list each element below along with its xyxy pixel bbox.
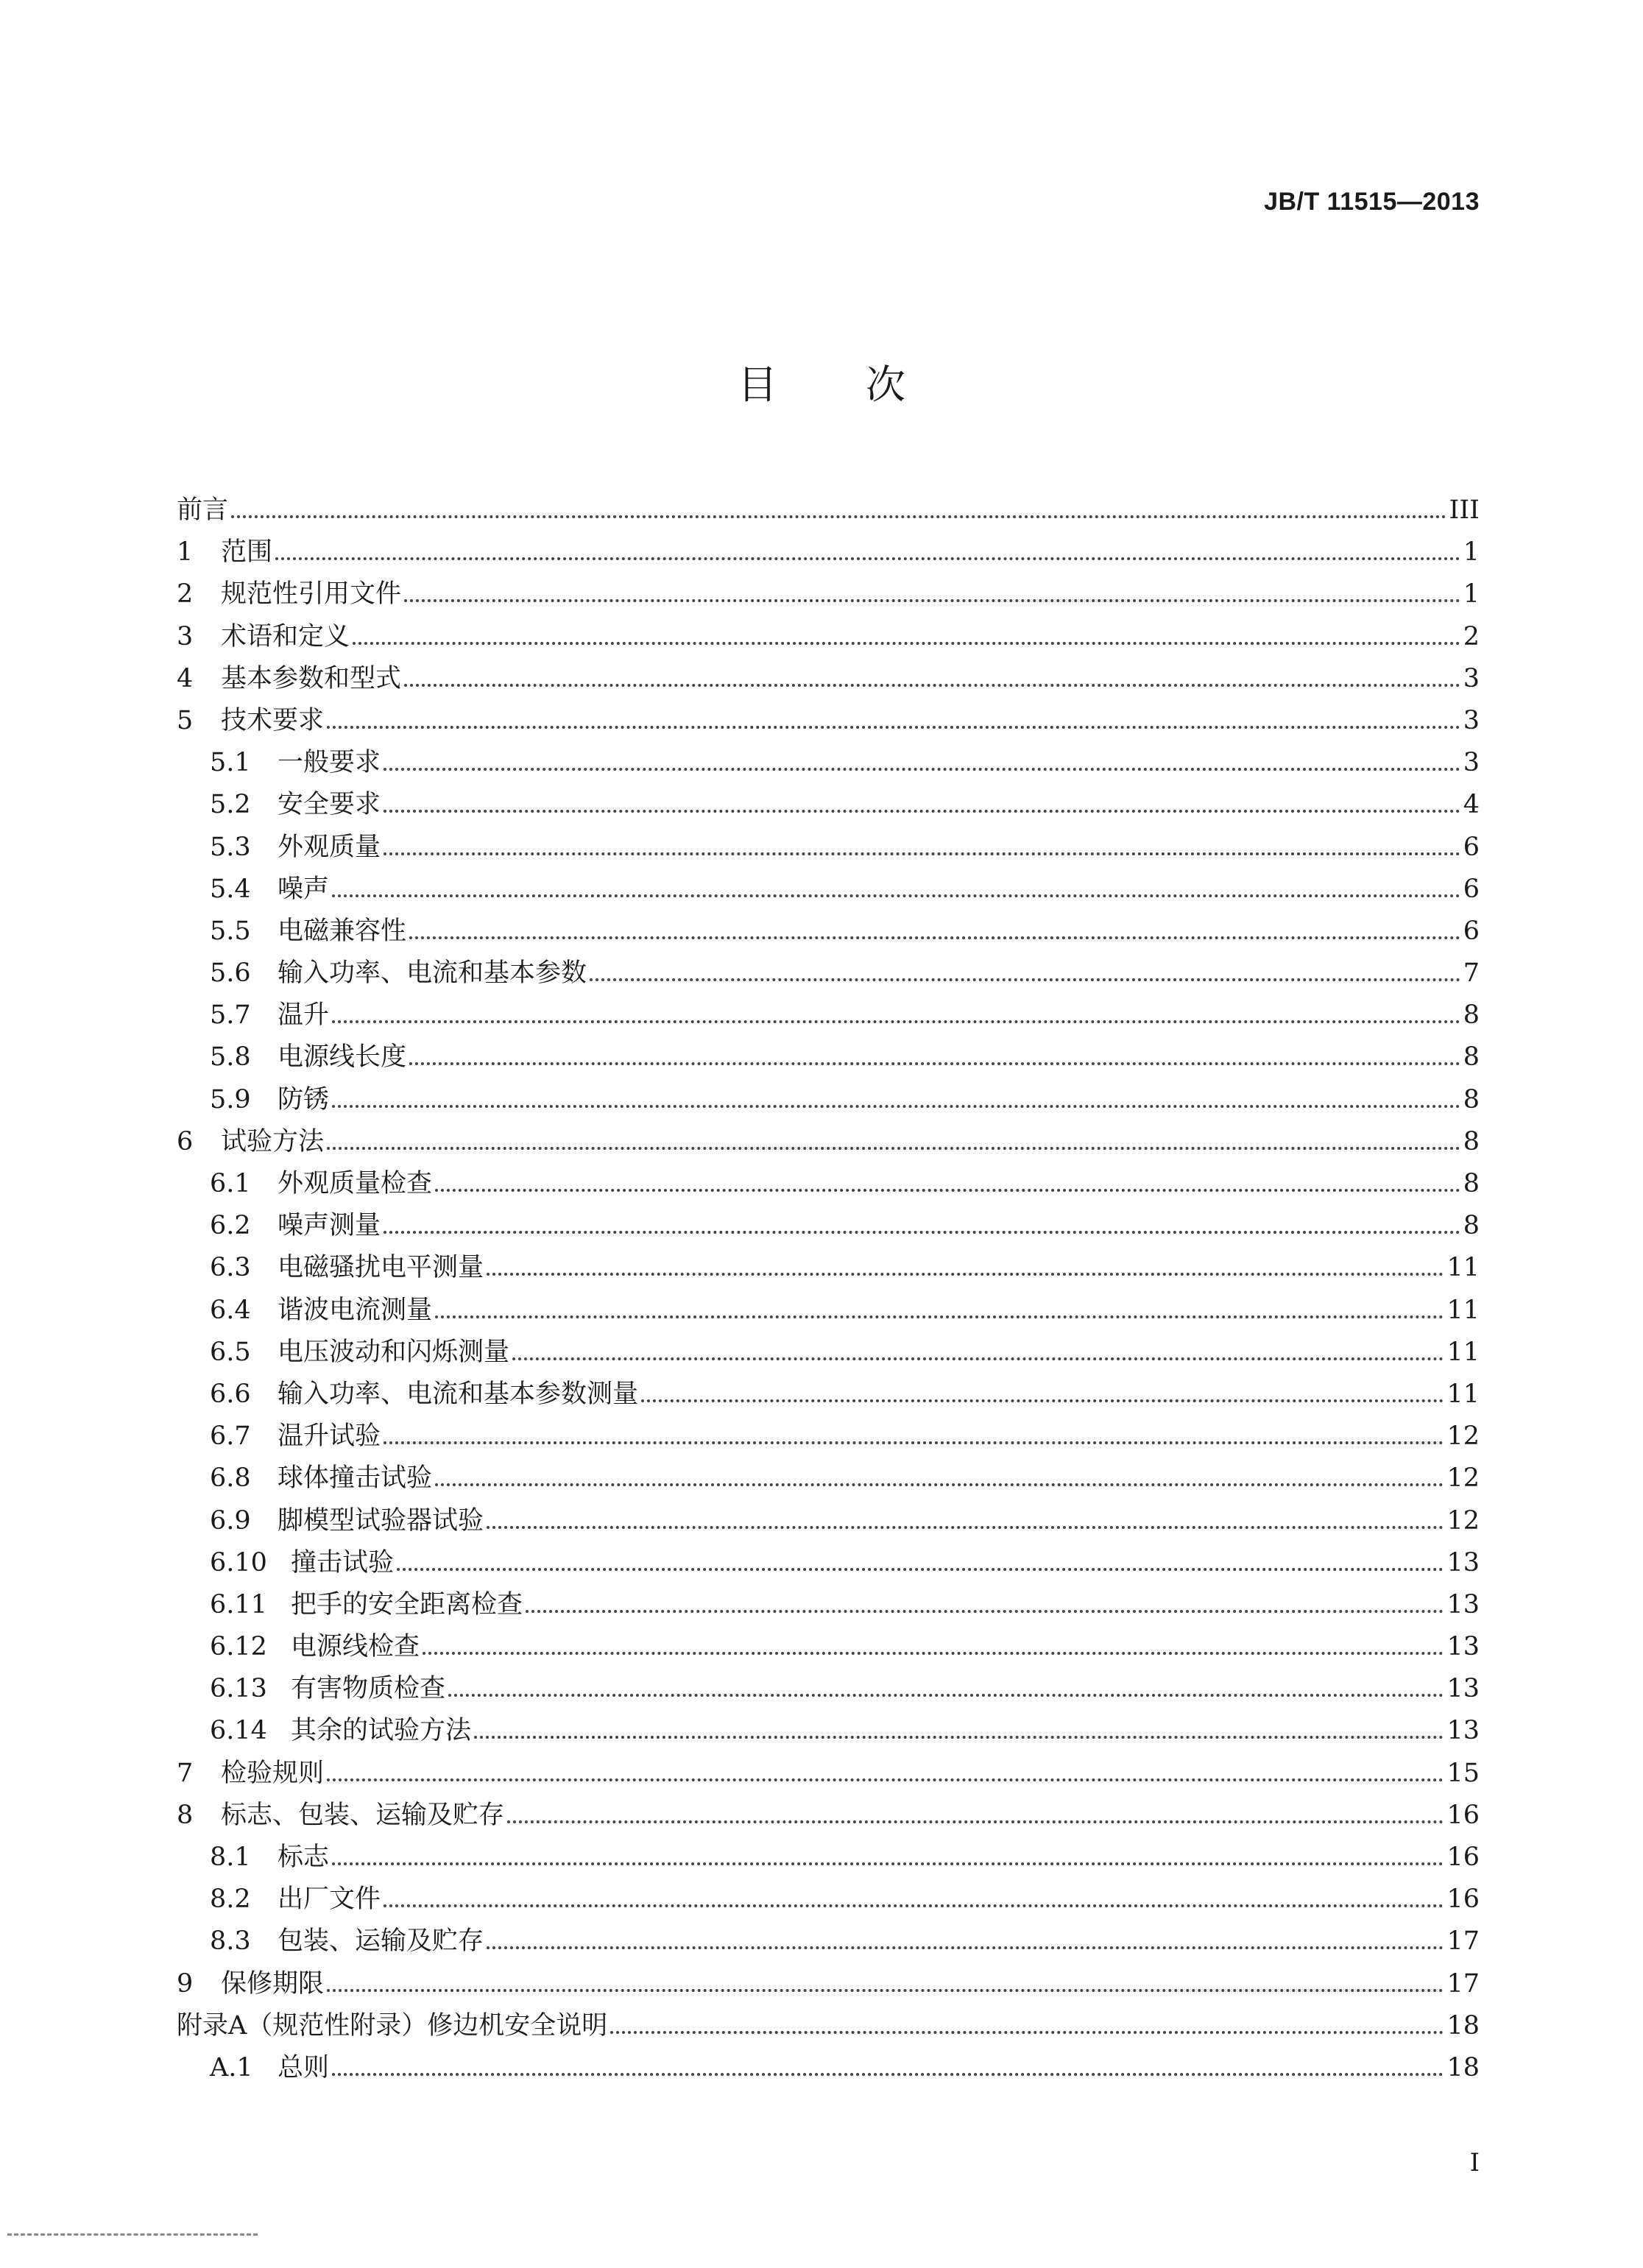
toc-entry-label: 温升: [278, 1000, 330, 1031]
toc-entry-label: 保修期限: [221, 1968, 325, 1999]
dot-leader: [404, 599, 1460, 602]
dot-leader: [409, 936, 1460, 939]
dot-leader: [384, 1231, 1460, 1234]
toc-entry-number: 6: [177, 1126, 194, 1156]
toc-entry-label: 总则: [278, 2052, 330, 2082]
toc-entry-page: 8: [1463, 1169, 1480, 1198]
toc-entry[interactable]: [177, 1879, 1480, 1921]
toc-entry[interactable]: [177, 1121, 1480, 1163]
toc-entry-number: 6.1: [210, 1169, 251, 1198]
toc-entry-number: 8.3: [210, 1926, 251, 1957]
dot-leader: [332, 1862, 1444, 1865]
toc-entry-page: 17: [1446, 1926, 1480, 1957]
toc-entry-number: 6.2: [210, 1211, 251, 1241]
toc-entry-number: 8.1: [210, 1843, 251, 1872]
toc-entry-number: 9: [177, 1968, 194, 1999]
toc-entry-number: 6.4: [210, 1295, 251, 1325]
toc-entry[interactable]: [177, 1542, 1480, 1584]
toc-entry[interactable]: [177, 742, 1480, 784]
dot-leader: [526, 1610, 1444, 1613]
toc-entry-page: 12: [1446, 1421, 1480, 1452]
dot-leader: [435, 1315, 1444, 1318]
toc-entry[interactable]: [177, 953, 1480, 995]
toc-entry[interactable]: [177, 700, 1480, 742]
toc-entry[interactable]: [177, 1710, 1480, 1752]
toc-entry[interactable]: [177, 1963, 1480, 2005]
toc-entry-page: 18: [1446, 2052, 1480, 2082]
toc-entry-label: 技术要求: [221, 705, 325, 735]
toc-entry-page: 16: [1446, 1800, 1480, 1830]
toc-entry-page: 2: [1463, 621, 1480, 651]
toc-entry-page: 1: [1463, 537, 1480, 568]
toc-entry[interactable]: [177, 995, 1480, 1036]
dot-leader: [332, 894, 1460, 897]
toc-entry-label: 电压波动和闪烁测量: [278, 1337, 510, 1367]
toc-entry-page: 8: [1463, 1084, 1480, 1114]
toc-entry[interactable]: [177, 1247, 1480, 1289]
toc-entry-label: 电磁兼容性: [278, 916, 407, 946]
toc-entry-label: 外观质量: [278, 832, 381, 862]
toc-entry-page: 11: [1446, 1295, 1480, 1325]
toc-entry-label: 防锈: [278, 1084, 330, 1114]
toc-entry-label: 有害物质检查: [291, 1674, 446, 1704]
toc-entry[interactable]: [177, 1332, 1480, 1374]
dot-leader: [641, 1399, 1444, 1402]
toc-entry-label: 输入功率、电流和基本参数: [278, 958, 587, 989]
toc-entry-page: 3: [1463, 663, 1480, 693]
toc-entry-page: 16: [1446, 1884, 1480, 1915]
toc-entry-page: 8: [1463, 1126, 1480, 1156]
toc-entry-number: 6.6: [210, 1379, 251, 1409]
toc-entry-page: 8: [1463, 1000, 1480, 1031]
toc-entry[interactable]: [177, 658, 1480, 700]
toc-entry-page: 16: [1446, 1843, 1480, 1872]
toc-entry[interactable]: [177, 1374, 1480, 1416]
toc-entry-number: 5.3: [210, 832, 251, 862]
toc-entry-number: 6.12: [210, 1632, 267, 1662]
toc-entry[interactable]: [177, 784, 1480, 826]
toc-entry-label: 标志: [278, 1843, 330, 1872]
dot-leader: [231, 515, 1446, 518]
dot-leader: [397, 1568, 1444, 1571]
toc-entry-label: 术语和定义: [221, 621, 350, 651]
toc-entry-page: 12: [1446, 1505, 1480, 1536]
toc-entry-label: 撞击试验: [291, 1547, 395, 1578]
toc-entry-label: 外观质量检查: [278, 1169, 433, 1198]
dot-leader: [507, 1820, 1444, 1823]
dot-leader: [327, 1778, 1444, 1781]
toc-entry-label: 规范性引用文件: [221, 579, 402, 610]
toc-entry-number: 5.8: [210, 1042, 251, 1073]
toc-entry-number: 6.8: [210, 1463, 251, 1494]
toc-entry-number: 6.10: [210, 1547, 267, 1578]
toc-entry-label: 电源线检查: [291, 1632, 420, 1662]
toc-entry-number: 6.13: [210, 1674, 267, 1704]
toc-entry-number: 5: [177, 705, 194, 735]
toc-entry-label: 包装、运输及贮存: [278, 1926, 484, 1957]
toc-entry-page: 11: [1446, 1337, 1480, 1367]
toc-entry-number: 5.4: [210, 874, 251, 904]
toc-entry-label: 安全要求: [278, 790, 381, 820]
dot-leader: [384, 810, 1460, 813]
toc-entry-label: 范围: [221, 537, 273, 568]
page-title: 目次: [738, 361, 994, 408]
toc-entry-number: 3: [177, 621, 194, 651]
toc-entry-page: 13: [1446, 1716, 1480, 1746]
dot-leader: [332, 1020, 1460, 1023]
toc-entry[interactable]: [177, 827, 1480, 869]
dot-leader: [512, 1357, 1444, 1360]
standard-number: JB/T 11515—2013: [1264, 188, 1480, 216]
toc-entry-page: 6: [1463, 874, 1480, 904]
toc-entry-label: 脚模型试验器试验: [278, 1505, 484, 1536]
toc-entry[interactable]: [177, 616, 1480, 658]
toc-entry-label: 试验方法: [221, 1126, 325, 1156]
toc-entry[interactable]: [177, 1036, 1480, 1078]
toc-entry-number: 8.2: [210, 1884, 251, 1915]
toc-entry[interactable]: [177, 1416, 1480, 1458]
dot-leader: [384, 768, 1460, 771]
toc-entry-number: 5.6: [210, 958, 251, 989]
toc-entry-label: 噪声测量: [278, 1211, 381, 1241]
dot-leader: [332, 1105, 1460, 1108]
toc-entry-number: 5.7: [210, 1000, 251, 1031]
toc-entry-number: 6.3: [210, 1253, 251, 1283]
toc-entry[interactable]: [177, 1668, 1480, 1710]
toc-entry-page: 13: [1446, 1589, 1480, 1619]
toc-entry-number: 6.5: [210, 1337, 251, 1367]
toc-entry-label: 噪声: [278, 874, 330, 904]
toc-entry-label: 把手的安全距离检查: [291, 1589, 523, 1619]
dot-leader: [384, 852, 1460, 855]
dot-leader: [487, 1526, 1444, 1529]
toc-entry[interactable]: [177, 1795, 1480, 1837]
toc-entry-number: A.1: [210, 2052, 253, 2082]
dot-leader: [487, 1273, 1444, 1276]
dot-leader: [448, 1694, 1444, 1697]
toc-entry-number: 5.9: [210, 1084, 251, 1114]
toc-entry-page: 6: [1463, 832, 1480, 862]
toc-entry[interactable]: [177, 911, 1480, 953]
dot-leader: [332, 2073, 1444, 2076]
toc-entry-number: 5.1: [210, 748, 251, 778]
toc-entry-number: 6.11: [210, 1589, 267, 1619]
dot-leader: [327, 1989, 1444, 1992]
dot-leader: [435, 1483, 1444, 1486]
toc-entry[interactable]: [177, 1290, 1480, 1332]
toc-entry-label: 基本参数和型式: [221, 663, 402, 693]
dot-leader: [327, 726, 1460, 729]
toc-entry-page: III: [1449, 495, 1480, 525]
toc-entry[interactable]: [177, 1921, 1480, 1963]
toc-entry-label: 输入功率、电流和基本参数测量: [278, 1379, 639, 1409]
toc-entry[interactable]: [177, 1079, 1480, 1121]
toc-entry-page: 11: [1446, 1379, 1480, 1409]
toc-entry-page: 13: [1446, 1632, 1480, 1662]
dot-leader: [404, 684, 1460, 687]
toc-entry-label: 出厂文件: [278, 1884, 381, 1915]
toc-entry[interactable]: [177, 531, 1480, 573]
toc-entry[interactable]: [177, 2047, 1480, 2089]
toc-entry[interactable]: [177, 2005, 1480, 2047]
toc-entry-page: 15: [1446, 1758, 1480, 1788]
dot-leader: [275, 557, 1460, 560]
toc-entry[interactable]: [177, 573, 1480, 615]
toc-entry-page: 11: [1446, 1253, 1480, 1283]
toc-entry-number: 6.9: [210, 1505, 251, 1536]
dot-leader: [327, 1147, 1460, 1150]
toc-entry-label: 检验规则: [221, 1758, 325, 1788]
toc-entry-label: 电源线长度: [278, 1042, 407, 1073]
toc-entry-page: 8: [1463, 1042, 1480, 1073]
dot-leader: [487, 1946, 1444, 1949]
toc-entry[interactable]: [177, 490, 1480, 531]
dot-leader: [610, 2031, 1444, 2034]
dot-leader: [384, 1441, 1444, 1444]
dot-leader: [590, 978, 1460, 981]
toc-entry-number: 7: [177, 1758, 194, 1788]
toc-entry-label: 前言: [177, 495, 229, 525]
toc-entry[interactable]: [177, 1500, 1480, 1542]
toc-entry-page: 3: [1463, 748, 1480, 778]
toc-entry[interactable]: [177, 1584, 1480, 1626]
toc-entry-number: 6.7: [210, 1421, 251, 1452]
dot-leader: [384, 1904, 1444, 1907]
toc-entry-number: 2: [177, 579, 194, 610]
toc-entry-page: 17: [1446, 1968, 1480, 1999]
toc-entry-number: 1: [177, 537, 194, 568]
toc-entry-label: 附录A（规范性附录）修边机安全说明: [177, 2010, 608, 2041]
toc-entry[interactable]: [177, 1163, 1480, 1205]
toc-entry-label: 温升试验: [278, 1421, 381, 1452]
toc-entry-label: 谐波电流测量: [278, 1295, 433, 1325]
dot-leader: [435, 1189, 1460, 1192]
toc-entry-label: 球体撞击试验: [278, 1463, 433, 1494]
toc-entry-page: 18: [1446, 2010, 1480, 2041]
toc-entry-number: 6.14: [210, 1716, 267, 1746]
toc-entry-number: 4: [177, 663, 194, 693]
toc-entry[interactable]: [177, 1753, 1480, 1795]
toc-entry-page: 8: [1463, 1211, 1480, 1241]
page-number: I: [1469, 2148, 1480, 2177]
toc-entry-number: 5.2: [210, 790, 251, 820]
toc-entry[interactable]: [177, 1458, 1480, 1499]
toc-entry-label: 标志、包装、运输及贮存: [221, 1800, 505, 1830]
toc-entry-page: 3: [1463, 705, 1480, 735]
dot-leader: [474, 1736, 1444, 1739]
table-of-contents: [177, 490, 1480, 2089]
toc-entry[interactable]: [177, 869, 1480, 911]
toc-entry-page: 6: [1463, 916, 1480, 946]
scan-artifact-line: [7, 2233, 258, 2236]
dot-leader: [353, 642, 1460, 645]
toc-entry-number: 5.5: [210, 916, 251, 946]
toc-entry-label: 其余的试验方法: [291, 1716, 472, 1746]
dot-leader: [409, 1062, 1460, 1065]
toc-entry-label: 电磁骚扰电平测量: [278, 1253, 484, 1283]
toc-entry-page: 7: [1463, 958, 1480, 989]
toc-entry-number: 8: [177, 1800, 194, 1830]
toc-entry-page: 13: [1446, 1547, 1480, 1578]
toc-entry-page: 13: [1446, 1674, 1480, 1704]
toc-entry[interactable]: [177, 1837, 1480, 1879]
toc-entry-label: 一般要求: [278, 748, 381, 778]
toc-entry-page: 12: [1446, 1463, 1480, 1494]
toc-entry[interactable]: [177, 1205, 1480, 1247]
toc-entry-page: 4: [1463, 790, 1480, 820]
toc-entry-page: 1: [1463, 579, 1480, 610]
toc-entry[interactable]: [177, 1626, 1480, 1668]
dot-leader: [423, 1652, 1444, 1655]
